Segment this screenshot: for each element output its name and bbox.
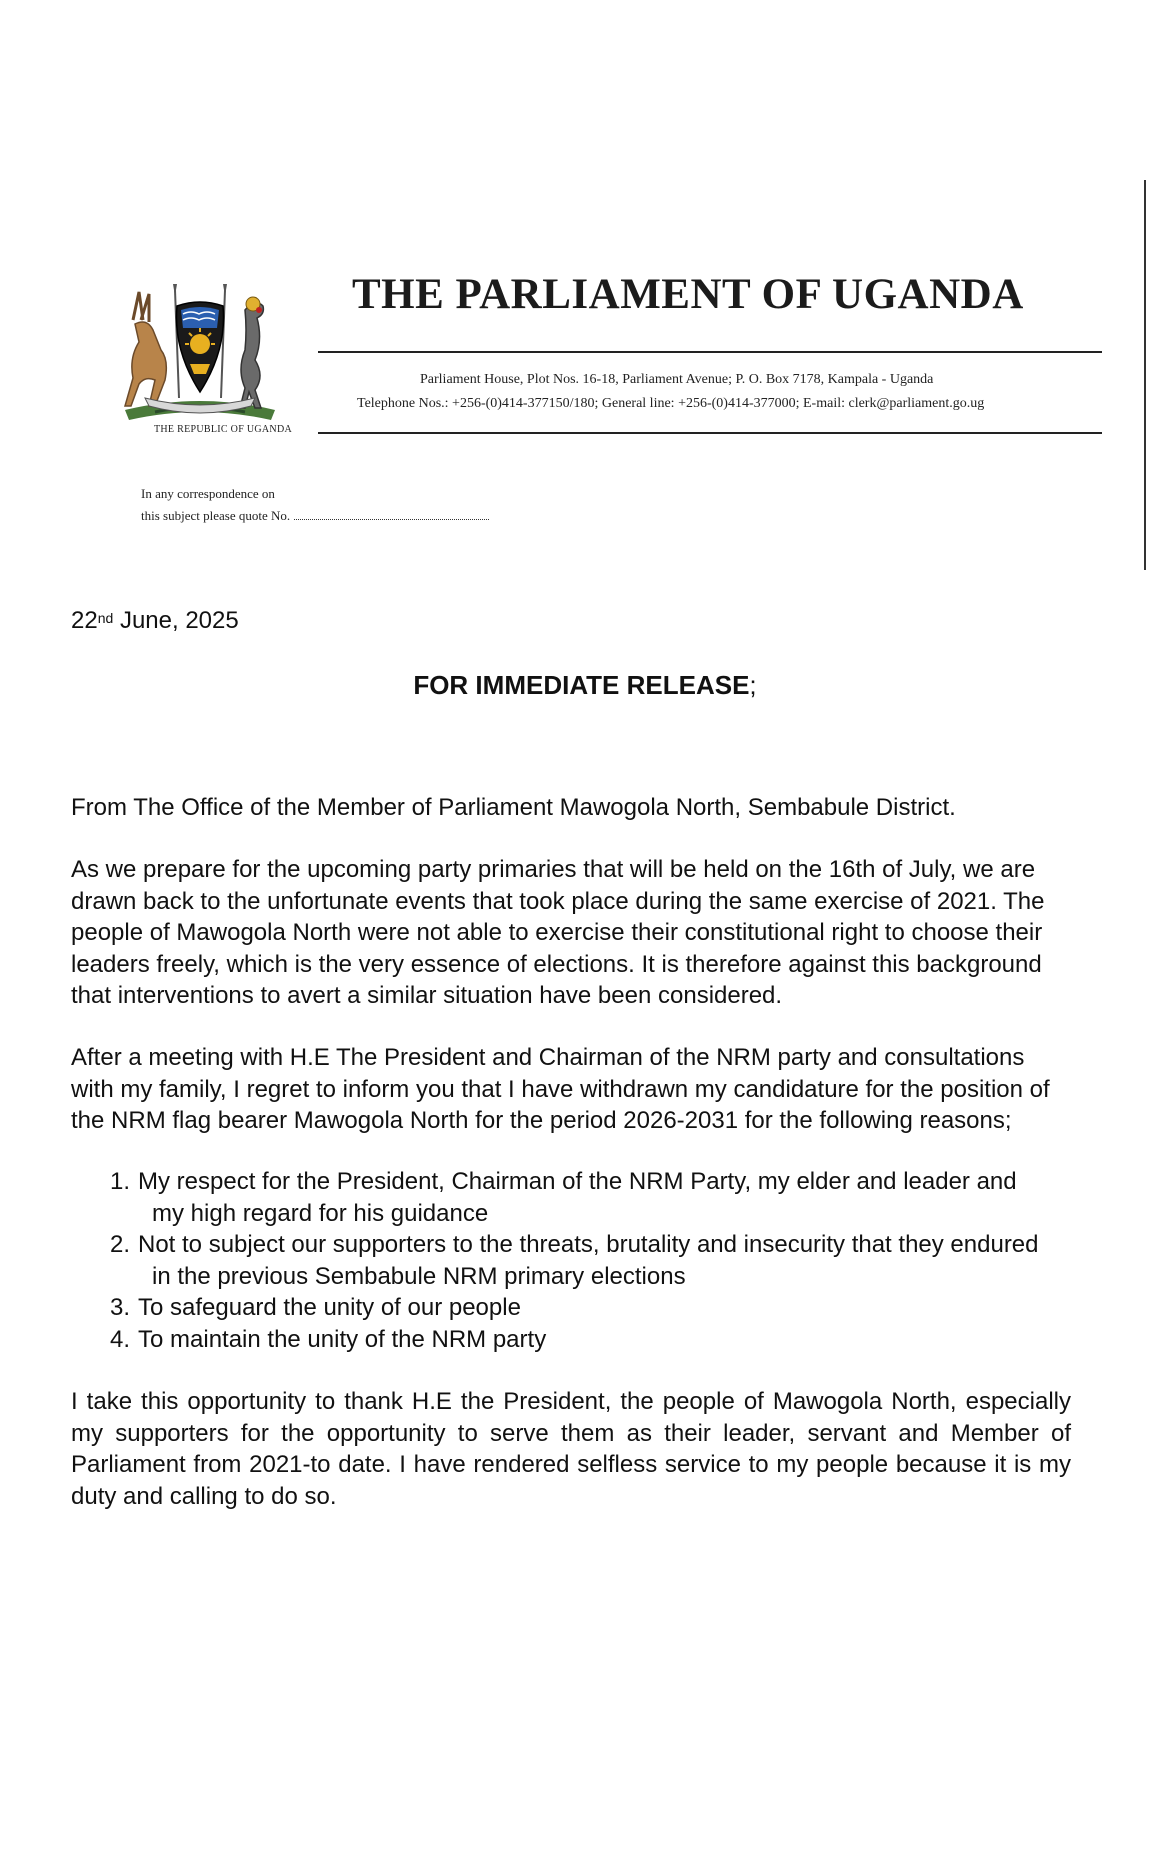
release-heading-text: FOR IMMEDIATE RELEASE: [413, 670, 750, 700]
correspondence-note-line1: In any correspondence on: [141, 486, 275, 501]
list-item: [110, 1292, 1070, 1324]
reasons-list: [110, 1166, 1070, 1355]
date-rest: June, 2025: [113, 607, 239, 634]
correspondence-note-line2: [141, 508, 489, 524]
paragraph-context: As we prepare for the upcoming party primaries that will be held on the 16th of July, we are drawn back to the unfortunate events that took place during the same exercise of 2021. The people of Mawogola North were not able to exercise their constitutional right to choose their leaders freely, which is the very essence of elections. It is therefore against this background that interventions to avert a similar situation have been considered.: [71, 856, 1045, 1009]
letter-date: [71, 605, 239, 637]
letterhead-rule-top: [318, 351, 1102, 353]
list-item-text: To maintain the unity of the NRM party: [138, 1325, 547, 1353]
release-heading-punct: ;: [749, 670, 757, 700]
from-line: From The Office of the Member of Parliament Mawogola North, Sembabule District.: [71, 794, 956, 821]
release-heading: [0, 670, 1170, 701]
date-day: 22: [71, 607, 98, 634]
correspondence-note-text: this subject please quote No.: [141, 508, 291, 523]
letterhead-title: THE PARLIAMENT OF UGANDA: [352, 271, 1024, 318]
letterhead-contact: Telephone Nos.: +256-(0)414-377150/180; General line: +256-(0)414-377000; E-mail: clerk@parliament.go.ug: [357, 396, 985, 411]
list-item-text: To safeguard the unity of our people: [138, 1294, 521, 1321]
list-item-text: My respect for the President, Chairman of the NRM Party, my elder and leader and: [138, 1168, 1017, 1195]
crest-caption: THE REPUBLIC OF UGANDA: [154, 424, 292, 435]
paragraph-thanks: I take this opportunity to thank H.E the President, the people of Mawogola North, especially my supporters for the opportunity to serve them as their leader, servant and Member of Parliament from 2021-to date. I have rendered selfless service to my people because it is my duty and calling to do so.: [71, 1388, 1071, 1510]
margin-rule: [1144, 180, 1146, 570]
list-item-text: Not to subject our supporters to the threats, brutality and insecurity that they endured: [138, 1231, 1039, 1258]
list-item-number: 2.: [110, 1231, 131, 1258]
letterhead-address: Parliament House, Plot Nos. 16-18, Parliament Avenue; P. O. Box 7178, Kampala - Uganda: [420, 372, 934, 387]
list-item-number: 3.: [110, 1294, 131, 1321]
reference-number-blank: [294, 509, 489, 520]
paragraph-withdrawal: After a meeting with H.E The President and Chairman of the NRM party and consultations with my family, I regret to inform you that I have withdrawn my candidature for the position of the NRM flag bearer Mawogola North for the period 2026-2031 for the following reasons;: [71, 1044, 1050, 1134]
letterhead-rule-bottom: [318, 432, 1102, 434]
list-item: [110, 1229, 1070, 1292]
list-item-number: 1.: [110, 1168, 131, 1195]
list-item-continuation: my high regard for his guidance: [152, 1199, 489, 1227]
date-suffix: nd: [97, 610, 114, 626]
list-item: [110, 1166, 1070, 1229]
list-item-number: 4.: [110, 1325, 131, 1353]
list-item: [110, 1324, 1070, 1356]
list-item-continuation: in the previous Sembabule NRM primary elections: [152, 1262, 686, 1290]
coat-of-arms-icon: [95, 280, 305, 430]
